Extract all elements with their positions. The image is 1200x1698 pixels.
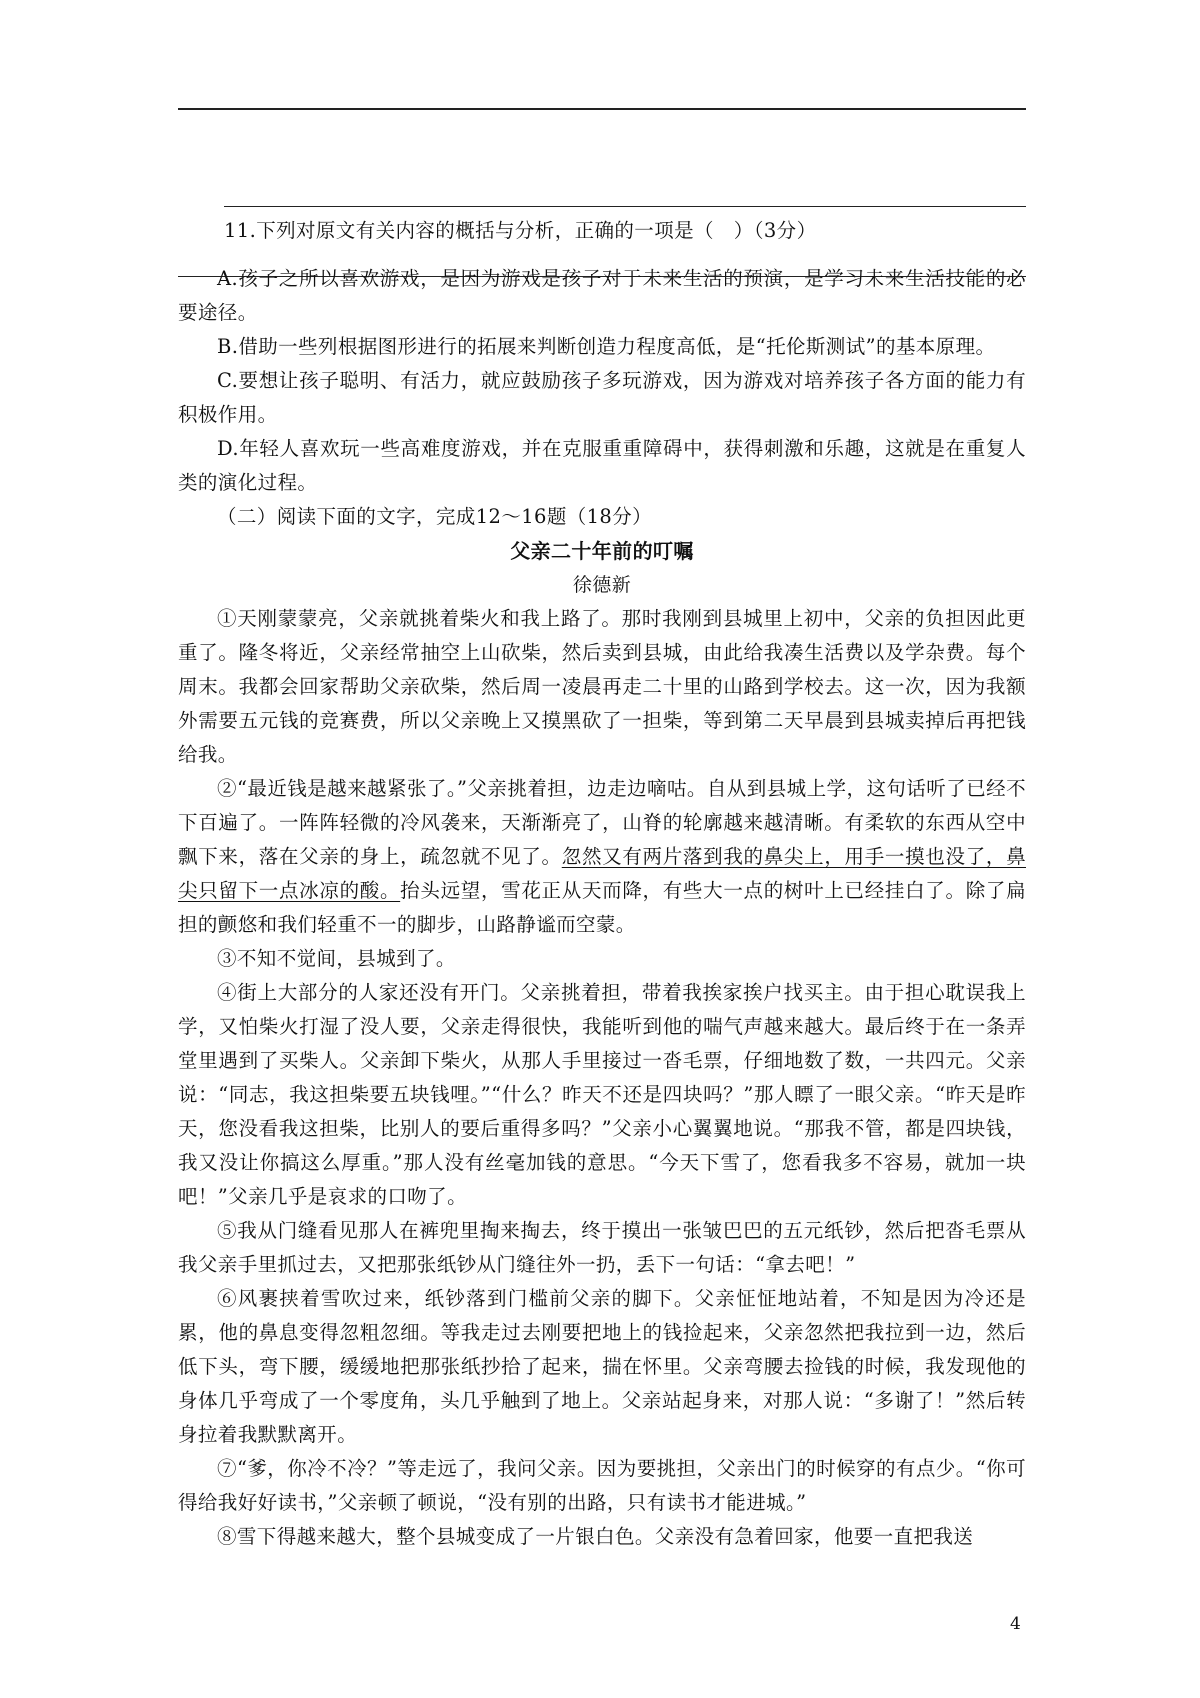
question-11: 11.下列对原文有关内容的概括与分析，正确的一项是（ ）（3分） — [224, 219, 817, 242]
option-c: C.要想让孩子聪明、有活力，就应鼓励孩子多玩游戏，因为游戏对培养孩子各方面的能力有积极作用。 — [178, 369, 1026, 426]
page-number: 4 — [1010, 1614, 1021, 1634]
option-a: A.孩子之所以喜欢游戏，是因为游戏是孩子对于未来生活的预演，是学习未来生活技能的必要途径。 — [178, 267, 1026, 324]
answer-line-1 — [224, 206, 1026, 207]
paragraph-1: ①天刚蒙蒙亮，父亲就挑着柴火和我上路了。那时我刚到县城里上初中，父亲的负担因此更重了。隆冬将近，父亲经常抽空上山砍柴，然后卖到县城，由此给我凑生活费以及学杂费。每个周末。我都会回家帮助父亲砍柴，然后周一凌晨再走二十里的山路到学校去。这一次，因为我额外需要五元钱的竞赛费，所以父亲晚上又摸黑砍了一担柴，等到第二天早晨到县城卖掉后再把钱给我。 — [178, 607, 1026, 766]
paragraph-2-start: ②“最近钱是越来越紧张了。”父亲挑着担，边走边嘀咕。自从到县城上学，这句话听了已经不下百遍了。一阵阵轻微的冷风袭来，天渐渐亮了，山脊的轮廓越来越清晰。有柔软的东西从空中飘下来，落在父亲的身上，疏忽就不见了。 — [178, 777, 1026, 868]
paragraph-2-end: 抬头远望，雪花正从天而降，有些大一点的树叶上已经挂白了。除了扁担的颤悠和我们轻重不一的脚步，山路静谧而空蒙。 — [178, 879, 1026, 936]
paragraph-8: ⑧雪下得越来越大，整个县城变成了一片银白色。父亲没有急着回家，他要一直把我送 — [217, 1525, 974, 1548]
article-title: 父亲二十年前的叮嘱 — [510, 539, 694, 563]
paragraph-6: ⑥风裹挟着雪吹过来，纸钞落到门槛前父亲的脚下。父亲怔怔地站着，不知是因为冷还是累，他的鼻息变得忽粗忽细。等我走过去刚要把地上的钱捡起来，父亲忽然把我拉到一边，然后低下头，弯下腰，缓缓地把那张纸抄拾了起来，揣在怀里。父亲弯腰去捡钱的时候，我发现他的身体几乎弯成了一个零度角，头几乎触到了地上。父亲站起身来，对那人说：“多谢了！”然后转身拉着我默默离开。 — [178, 1287, 1026, 1446]
article-author: 徐德新 — [572, 574, 632, 596]
top-divider — [178, 108, 1026, 110]
paragraph-7: ⑦“爹，你冷不冷？”等走远了，我问父亲。因为要挑担，父亲出门的时候穿的有点少。“你可得给我好好读书，”父亲顿了顿说，“没有别的出路，只有读书才能进城。” — [178, 1457, 1026, 1514]
page-content — [178, 214, 1026, 1554]
section-heading: （二）阅读下面的文字，完成12～16题（18分） — [217, 505, 653, 528]
paragraph-2 — [178, 772, 1026, 942]
paragraph-3: ③不知不觉间，县城到了。 — [217, 947, 456, 970]
paragraph-5: ⑤我从门缝看见那人在裤兜里掏来掏去，终于摸出一张皱巴巴的五元纸钞，然后把沓毛票从我父亲手里抓过去，又把那张纸钞从门缝往外一扔，丢下一句话：“拿去吧！” — [178, 1219, 1026, 1276]
option-d: D.年轻人喜欢玩一些高难度游戏，并在克服重重障碍中，获得刺激和乐趣，这就是在重复人类的演化过程。 — [178, 437, 1026, 494]
underlined-sentence: 忽然又有两片落到我的鼻尖上，用手一摸也没了，鼻尖只留下一点冰凉的酸。 — [178, 845, 1026, 902]
option-b: B.借助一些列根据图形进行的拓展来判断创造力程度高低，是“托伦斯测试”的基本原理。 — [217, 335, 996, 358]
paragraph-4: ④街上大部分的人家还没有开门。父亲挑着担，带着我挨家挨户找买主。由于担心耽误我上学，又怕柴火打湿了没人要，父亲走得很快，我能听到他的喘气声越来越大。最后终于在一条弄堂里遇到了买柴人。父亲卸下柴火，从那人手里接过一沓毛票，仔细地数了数，一共四元。父亲说：“同志，我这担柴要五块钱哩。”“什么？昨天不还是四块吗？”那人瞟了一眼父亲。“昨天是昨天，您没看我这担柴，比别人的要后重得多吗？”父亲小心翼翼地说。“那我不管，都是四块钱，我又没让你搞这么厚重。”那人没有丝毫加钱的意思。“今天下雪了，您看我多不容易，就加一块吧！”父亲几乎是哀求的口吻了。 — [178, 981, 1026, 1208]
